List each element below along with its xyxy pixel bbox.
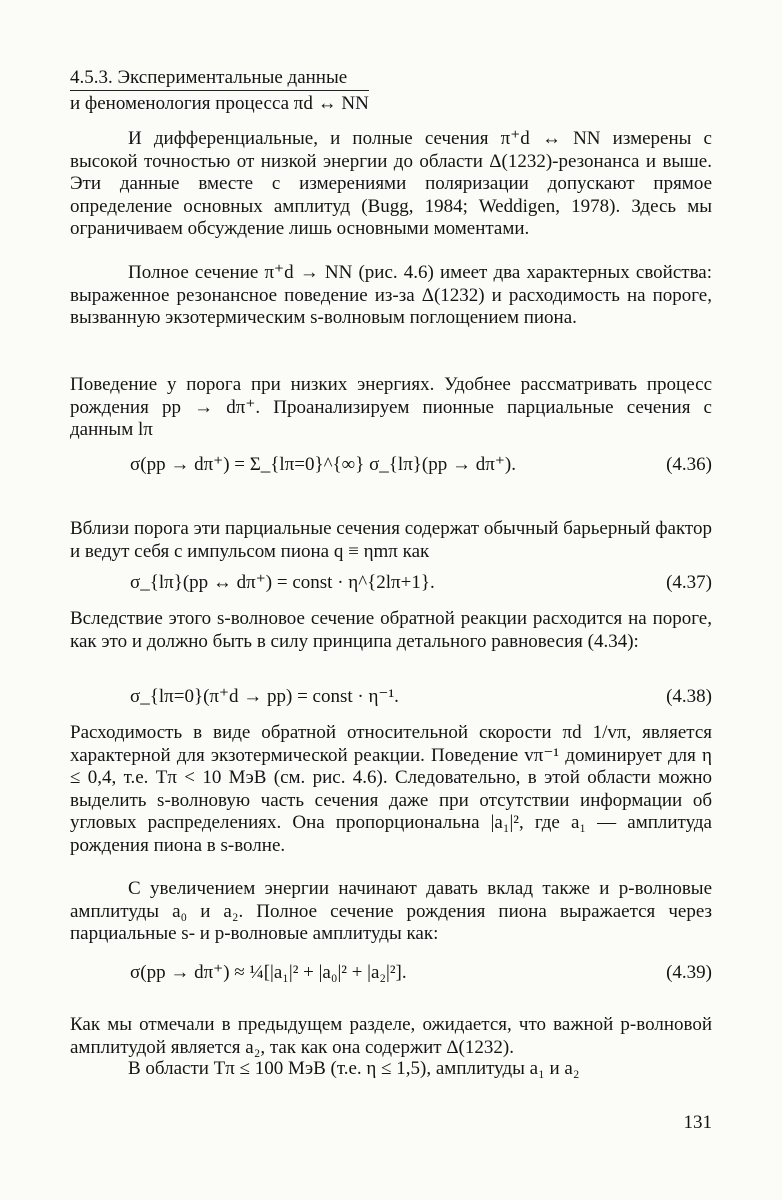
equation-4-37	[130, 572, 712, 602]
paragraph-9: В области Tπ ≤ 100 МэВ (т.е. η ≤ 1,5), амплитуды a₁ и a₂	[128, 1058, 580, 1079]
equation-number: (4.37)	[666, 572, 712, 593]
equation-body: σ_{lπ}(pp ↔ dπ⁺) = const · η^{2lπ+1}.	[130, 572, 435, 593]
page-number: 131	[683, 1112, 712, 1133]
equation-body: σ(pp → dπ⁺) ≈ ¼[|a₁|² + |a₀|² + |a₂|²].	[130, 962, 407, 983]
paragraph-4: Вблизи порога эти парциальные сечения содержат обычный барьерный фактор и ведут себя с импульсом пиона q ≡ ηmπ как	[70, 518, 712, 562]
equation-body: σ(pp → dπ⁺) = Σ_{lπ=0}^{∞} σ_{lπ}(pp → dπ⁺).	[130, 454, 516, 475]
paragraph-8: Как мы отмечали в предыдущем разделе, ожидается, что важной p-волновой амплитудой является a₂, так как она содержит Δ(1232).	[70, 1014, 712, 1058]
paragraph-7: С увеличением энергии начинают давать вклад также и p-волновые амплитуды a₀ и a₂. Полное сечение рождения пиона выражается через парциальные s- и p-волновые амплитуды как:	[70, 878, 712, 944]
paragraph-2: Полное сечение π⁺d → NN (рис. 4.6) имеет два характерных свойства: выраженное резонансное поведение из-за Δ(1232) и расходимость на пороге, вызванную экзотермическим s-волновым поглощением пиона.	[70, 262, 712, 328]
equation-number: (4.36)	[666, 454, 712, 475]
heading-line-2: и феноменология процесса πd ↔ NN	[70, 90, 369, 116]
paragraph-5: Вследствие этого s-волновое сечение обратной реакции расходится на пороге, как это и должно быть в силу принципа детального равновесия (4.34):	[70, 608, 712, 652]
equation-number: (4.39)	[666, 962, 712, 983]
paragraph-3: Поведение у порога при низких энергиях. Удобнее рассматривать процесс рождения pp → dπ⁺. Проанализируем пионные парциальные сечения с данным lπ	[70, 374, 712, 440]
paragraph-1: И дифференциальные, и полные сечения π⁺d ↔ NN измерены с высокой точностью от низкой энергии до области Δ(1232)-резонанса и выше. Эти данные вместе с измерениями поляризации допускают прямое определение основных амплитуд (Bugg, 1984; Weddigen, 1978). Здесь мы ограничиваем обсуждение лишь основными моментами.	[70, 128, 712, 239]
equation-number: (4.38)	[666, 686, 712, 707]
section-heading	[70, 66, 369, 116]
equation-4-39	[130, 962, 712, 992]
equation-4-36	[130, 454, 712, 484]
paragraph-6: Расходимость в виде обратной относительной скорости πd 1/vπ, является характерной для экзотермической реакции. Поведение vπ⁻¹ доминирует для η ≤ 0,4, т.е. Tπ < 10 МэВ (см. рис. 4.6). Следовательно, в этой области можно выделить s-волновую часть сечения даже при отсутствии информации об угловых распределениях. Она пропорциональна |a₁|², где a₁ — амплитуда рождения пиона в s-волне.	[70, 722, 712, 856]
heading-line-1: 4.5.3. Экспериментальные данные	[70, 67, 348, 88]
equation-4-38	[130, 686, 712, 716]
equation-body: σ_{lπ=0}(π⁺d → pp) = const · η⁻¹.	[130, 686, 399, 707]
